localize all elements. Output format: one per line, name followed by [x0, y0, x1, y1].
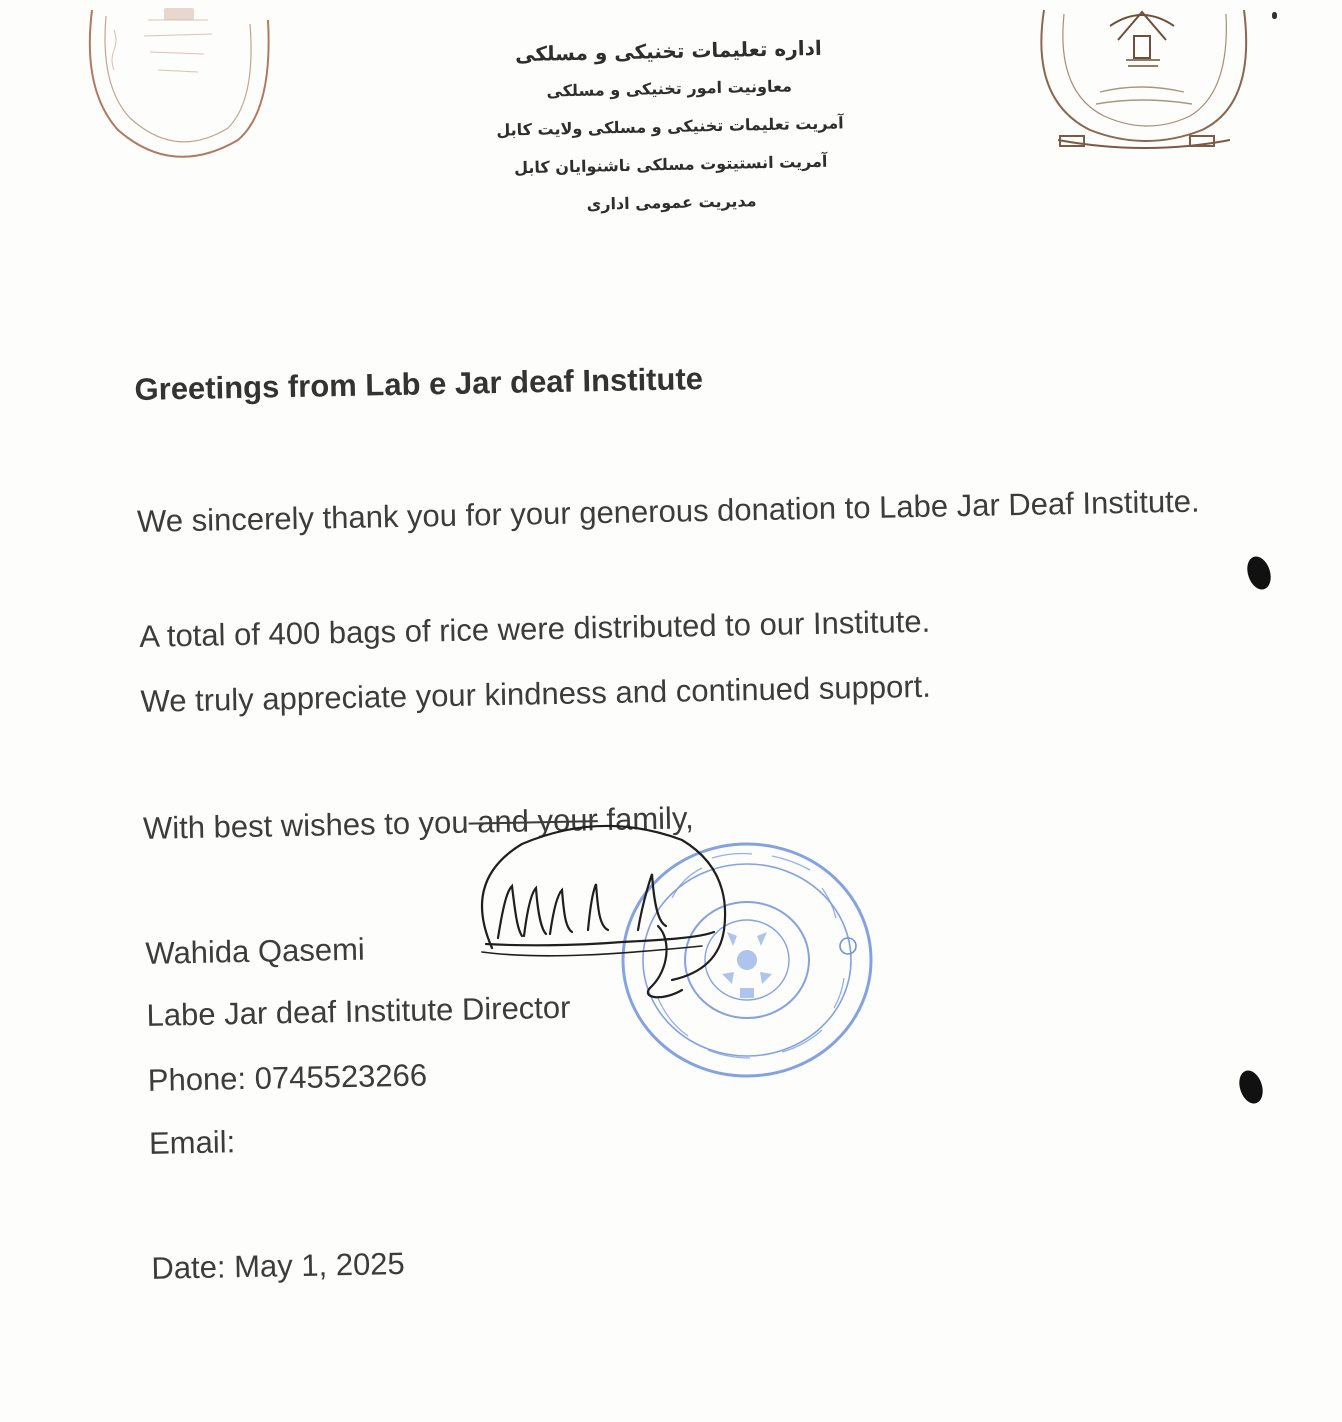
scan-mark [1272, 12, 1277, 19]
closing-struck-text: and your [468, 802, 599, 840]
letter-body [134, 339, 1214, 1286]
signatory-phone: Phone: 0745523266 [147, 1057, 428, 1098]
punch-hole-bottom [1235, 1067, 1266, 1106]
closing-start: With best wishes to you [142, 804, 469, 846]
handwritten-signature [462, 820, 742, 1010]
letterhead-line-1: اداره تعلیمات تخنیکی و مسلکی [514, 35, 822, 67]
letterhead-line-5: مدیریت عمومی اداری [586, 191, 757, 214]
thank-you-paragraph: We sincerely thank you for your generous donation to Labe Jar Deaf Institute. [136, 483, 1200, 539]
letterhead [468, 28, 872, 226]
letter-date: Date: May 1, 2025 [151, 1245, 406, 1286]
closing-end: family, [597, 800, 695, 838]
appreciation-paragraph: We truly appreciate your kindness and continued support. [140, 668, 932, 719]
signatory-title: Labe Jar deaf Institute Director [146, 989, 571, 1033]
letterhead-line-3: آمریت تعلیمات تخنیکی و مسلکی ولایت کابل [496, 113, 844, 140]
letterhead-line-4: آمریت انستیتوت مسلکی ناشنوایان کابل [513, 151, 828, 178]
signatory-email: Email: [148, 1124, 236, 1161]
left-emblem-seal [78, 0, 278, 175]
letterhead-line-2: معاونیت امور تخنیکی و مسلکی [546, 76, 793, 101]
right-emblem-seal [1030, 0, 1262, 170]
signatory-name: Wahida Qasemi [145, 931, 366, 971]
distribution-paragraph: A total of 400 bags of rice were distributed to our Institute. [138, 603, 931, 654]
punch-hole-top [1243, 553, 1274, 592]
greeting-heading: Greetings from Lab e Jar deaf Institute [134, 361, 704, 407]
